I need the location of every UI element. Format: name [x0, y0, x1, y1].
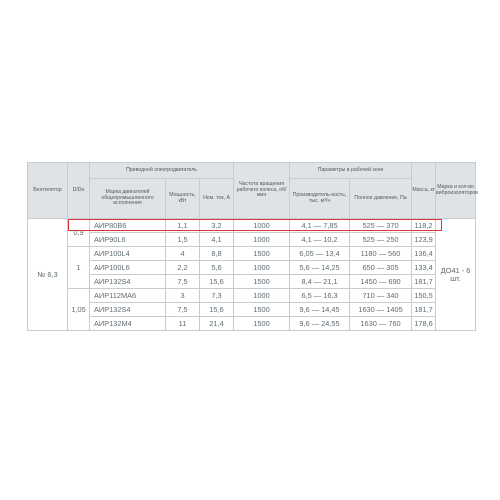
col-header-current: Ном. ток, А	[200, 179, 234, 219]
fan-model-cell: № 6,3	[28, 219, 68, 331]
rpm-cell: 1500	[234, 275, 290, 289]
motor-cell: АИР132М4	[90, 317, 166, 331]
pressure-cell: 1180 — 560	[350, 247, 412, 261]
motor-cell: АИР90L6	[90, 233, 166, 247]
power-cell: 4	[166, 247, 200, 261]
col-header-d-ratio: D/Dн	[68, 163, 90, 219]
capacity-cell: 5,6 — 14,25	[290, 261, 350, 275]
table-row	[28, 219, 476, 233]
table-row	[28, 275, 476, 289]
mass-cell: 181,7	[412, 275, 436, 289]
pressure-cell: 1630 — 1405	[350, 303, 412, 317]
current-cell: 8,8	[200, 247, 234, 261]
rpm-cell: 1000	[234, 261, 290, 275]
pressure-cell: 525 — 250	[350, 233, 412, 247]
power-cell: 2,2	[166, 261, 200, 275]
table-row	[28, 233, 476, 247]
vibration-cell: ДО41 - 6 шт.	[436, 219, 476, 331]
table-row	[28, 247, 476, 261]
motor-cell: АИР80В6	[90, 219, 166, 233]
col-header-vibration: Марка и кол-во виброизоляторов	[436, 163, 476, 219]
d-ratio-cell: 0,9	[68, 219, 90, 247]
col-header-fan: Вентилятор	[28, 163, 68, 219]
current-cell: 7,3	[200, 289, 234, 303]
capacity-cell: 4,1 — 10,2	[290, 233, 350, 247]
capacity-cell: 9,6 — 14,45	[290, 303, 350, 317]
pressure-cell: 525 — 370	[350, 219, 412, 233]
mass-cell: 150,5	[412, 289, 436, 303]
rpm-cell: 1500	[234, 317, 290, 331]
current-cell: 5,6	[200, 261, 234, 275]
rpm-cell: 1500	[234, 247, 290, 261]
rpm-cell: 1000	[234, 219, 290, 233]
col-header-motor-brand: Марка двигателей общепромышленного исполнения	[90, 179, 166, 219]
motor-spec-table	[27, 162, 476, 331]
rpm-cell: 1000	[234, 289, 290, 303]
table-row	[28, 289, 476, 303]
current-cell: 3,2	[200, 219, 234, 233]
mass-cell: 178,6	[412, 317, 436, 331]
col-group-motor: Приводной электродвигатель	[90, 163, 234, 179]
col-header-capacity: Производитель-ность, тыс. м³/ч	[290, 179, 350, 219]
capacity-cell: 6,05 — 13,4	[290, 247, 350, 261]
mass-cell: 181,7	[412, 303, 436, 317]
motor-cell: АИР100L4	[90, 247, 166, 261]
pressure-cell: 1630 — 760	[350, 317, 412, 331]
power-cell: 11	[166, 317, 200, 331]
d-ratio-cell: 1	[68, 247, 90, 289]
motor-cell: АИР100L6	[90, 261, 166, 275]
mass-cell: 136,4	[412, 247, 436, 261]
power-cell: 7,5	[166, 303, 200, 317]
capacity-cell: 9,6 — 24,55	[290, 317, 350, 331]
header-row-1	[28, 163, 476, 179]
current-cell: 21,4	[200, 317, 234, 331]
power-cell: 1,5	[166, 233, 200, 247]
capacity-cell: 8,4 — 21,1	[290, 275, 350, 289]
current-cell: 15,6	[200, 275, 234, 289]
col-header-pressure: Полное давление, Па	[350, 179, 412, 219]
current-cell: 15,6	[200, 303, 234, 317]
motor-cell: АИР132S4	[90, 275, 166, 289]
col-header-power: Мощность, кВт	[166, 179, 200, 219]
mass-cell: 118,2	[412, 219, 436, 233]
power-cell: 1,1	[166, 219, 200, 233]
col-header-rpm: Частота вращения рабочего колеса, об/мин	[234, 163, 290, 219]
rpm-cell: 1000	[234, 233, 290, 247]
capacity-cell: 6,5 — 16,3	[290, 289, 350, 303]
pressure-cell: 710 — 340	[350, 289, 412, 303]
power-cell: 7,5	[166, 275, 200, 289]
table-row	[28, 317, 476, 331]
table-row	[28, 303, 476, 317]
mass-cell: 133,4	[412, 261, 436, 275]
d-ratio-cell: 1,05	[68, 289, 90, 331]
capacity-cell: 4,1 — 7,85	[290, 219, 350, 233]
table-row	[28, 261, 476, 275]
col-group-work-zone: Параметры в рабочей зоне	[290, 163, 412, 179]
motor-cell: АИР132S4	[90, 303, 166, 317]
mass-cell: 123,9	[412, 233, 436, 247]
power-cell: 3	[166, 289, 200, 303]
pressure-cell: 1450 — 690	[350, 275, 412, 289]
col-header-mass: Масса, кг	[412, 163, 436, 219]
rpm-cell: 1500	[234, 303, 290, 317]
motor-cell: АИР112МА6	[90, 289, 166, 303]
pressure-cell: 650 — 305	[350, 261, 412, 275]
current-cell: 4,1	[200, 233, 234, 247]
